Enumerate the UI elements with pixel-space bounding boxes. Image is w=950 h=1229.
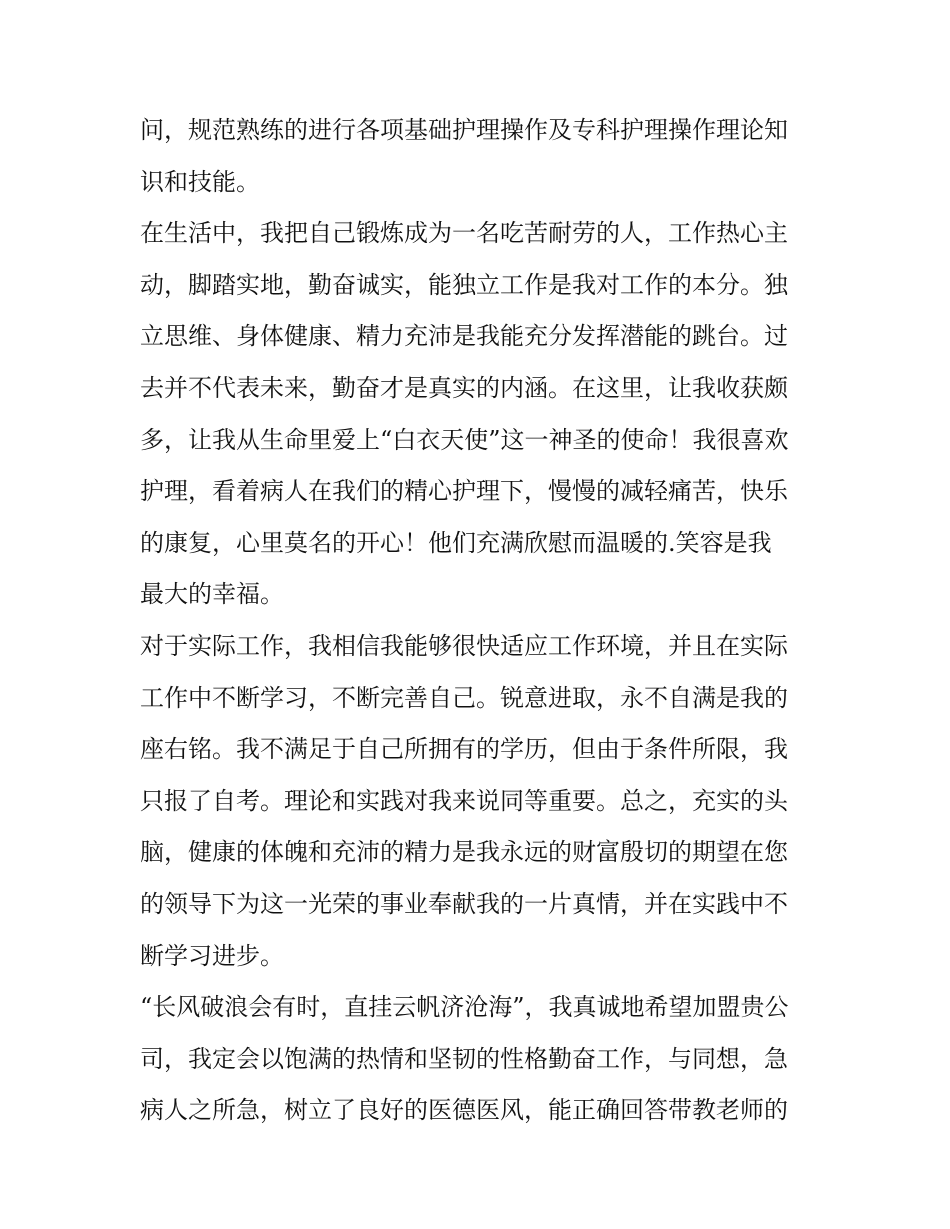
text-line: 去并不代表未来，勤奋才是真实的内涵。在这里，让我收获颇 xyxy=(140,373,788,402)
text-line: 的康复，心里莫名的开心！他们充满欣慰而温暖的.笑容是我 xyxy=(140,528,772,557)
text-line: 的领导下为这一光荣的事业奉献我的一片真情，并在实践中不 xyxy=(140,889,788,918)
text-line: 病人之所急，树立了良好的医德医风，能正确回答带教老师的 xyxy=(140,1096,788,1125)
text-line: 最大的幸福。 xyxy=(140,580,284,609)
text-line: 司，我定会以饱满的热情和坚韧的性格勤奋工作，与同想，急 xyxy=(140,1044,788,1073)
text-line: 动，脚踏实地，勤奋诚实，能独立工作是我对工作的本分。独 xyxy=(140,270,788,299)
text-line: 护理，看着病人在我们的精心护理下，慢慢的减轻痛苦，快乐 xyxy=(140,477,788,506)
document-body xyxy=(140,110,820,1142)
text-line: 对于实际工作，我相信我能够很快适应工作环境，并且在实际 xyxy=(140,631,788,660)
text-line: 多，让我从生命里爱上“白衣天使”这一神圣的使命！我很喜欢 xyxy=(140,425,789,454)
text-line: 在生活中，我把自己锻炼成为一名吃苦耐劳的人，工作热心主 xyxy=(140,219,788,248)
text-line: 只报了自考。理论和实践对我来说同等重要。总之，充实的头 xyxy=(140,786,788,815)
text-line: 工作中不断学习，不断完善自己。锐意进取，永不自满是我的 xyxy=(140,683,788,712)
text-line: 问，规范熟练的进行各项基础护理操作及专科护理操作理论知 xyxy=(140,116,788,144)
text-line: 识和技能。 xyxy=(140,167,260,196)
text-line: 座右铭。我不满足于自己所拥有的学历，但由于条件所限，我 xyxy=(140,735,788,764)
text-line: 断学习进步。 xyxy=(140,941,284,970)
text-line: 脑，健康的体魄和充沛的精力是我永远的财富殷切的期望在您 xyxy=(140,838,788,867)
text-line: 立思维、身体健康、精力充沛是我能充分发挥潜能的跳台。过 xyxy=(140,322,788,351)
text-line: “长风破浪会有时，直挂云帆济沧海”，我真诚地希望加盟贵公 xyxy=(140,993,789,1022)
